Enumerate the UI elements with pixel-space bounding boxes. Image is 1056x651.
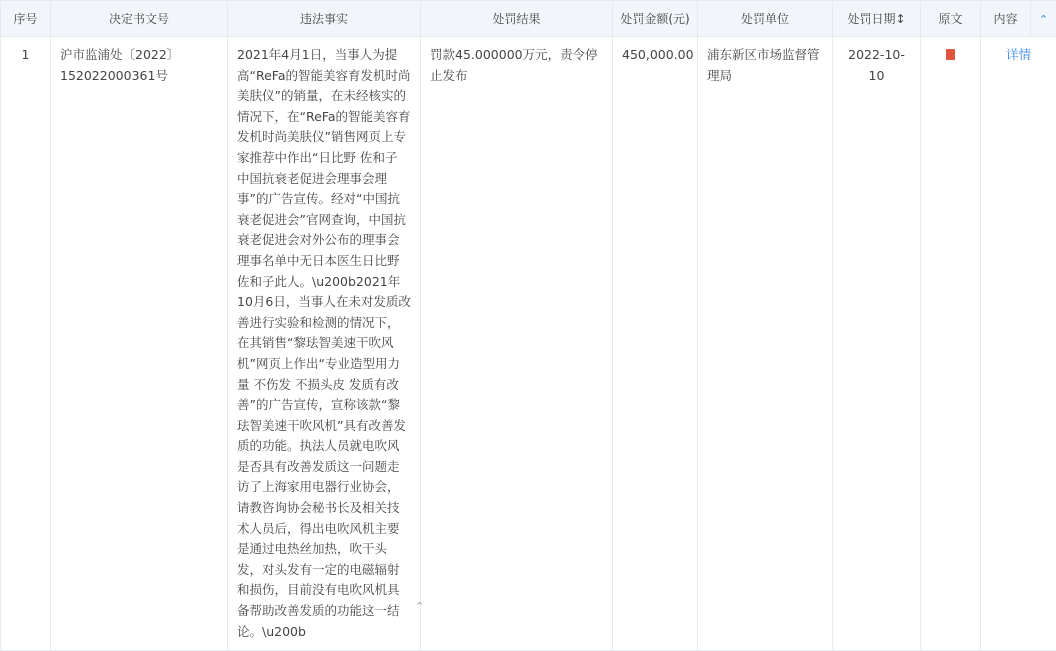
facts: 2021年4月1日，当事人为提高“ReFa的智能美容育发机时尚美肤仪”的销量，在未经核实的情况下，在“ReFa的智能美容育发机时尚美肤仪”销售网页上专家推荐中作出“日比野 佐和子 中国抗衰老促进会理事会理事”的广告宣传。经对“中国抗衰老促进会”官网查询，中国抗衰老促进会对外公布的理事会理事名单中无日本医生日比野 佐和子此人。\u200b2021年10月6日，当事人在未对发质改善进行实验和检测的情况下，在其销售“黎珐智美速干吹风机”网页上作出“专业造型用力量 不伤发 不损头皮 发质有改善”的广告宣传，宣称该款“黎珐智美速干吹风机”具有改善发质的功能。执法人员就电吹风是否具有改善发质这一问题走访了上海家用电器行业协会，请教咨询协会秘书长及相关技术人员后，得出电吹风机主要是通过电热丝加热，吹干头发，对头发有一定的电磁辐射和损伤，目前没有电吹风机具备帮助改善发质的功能这一结论。\u200b (228, 37, 421, 651)
table-header (1, 1, 1056, 37)
col-content: 内容 (981, 1, 1031, 37)
col-date-sort[interactable]: 处罚日期↕ (833, 1, 921, 37)
doc-number: 沪市监浦处〔2022〕152022000361号 (51, 37, 228, 651)
row-index: 1 (1, 37, 51, 651)
col-original: 原文 (921, 1, 981, 37)
col-unit: 处罚单位 (698, 1, 833, 37)
date: 2022-10-10 (833, 37, 921, 651)
col-doc-number: 决定书文号 (51, 1, 228, 37)
unit: 浦东新区市场监督管理局 (698, 37, 833, 651)
double-chevron-up-icon[interactable]: ⌃ (415, 600, 424, 613)
col-result: 处罚结果 (421, 1, 613, 37)
amount: 450,000.00 (613, 37, 698, 651)
pdf-icon[interactable] (946, 49, 955, 60)
col-facts: 违法事实 (228, 1, 421, 37)
content-cell (981, 37, 1056, 651)
table-row (1, 37, 1056, 651)
col-index: 序号 (1, 1, 51, 37)
chevron-up-icon[interactable]: ⌃ (1039, 13, 1048, 26)
col-amount: 处罚金额(元) (613, 1, 698, 37)
result: 罚款45.000000万元，责令停止发布 (421, 37, 613, 651)
collapse-button[interactable] (1031, 1, 1056, 37)
detail-link[interactable]: 详情 (1006, 47, 1031, 62)
original-cell (921, 37, 981, 651)
